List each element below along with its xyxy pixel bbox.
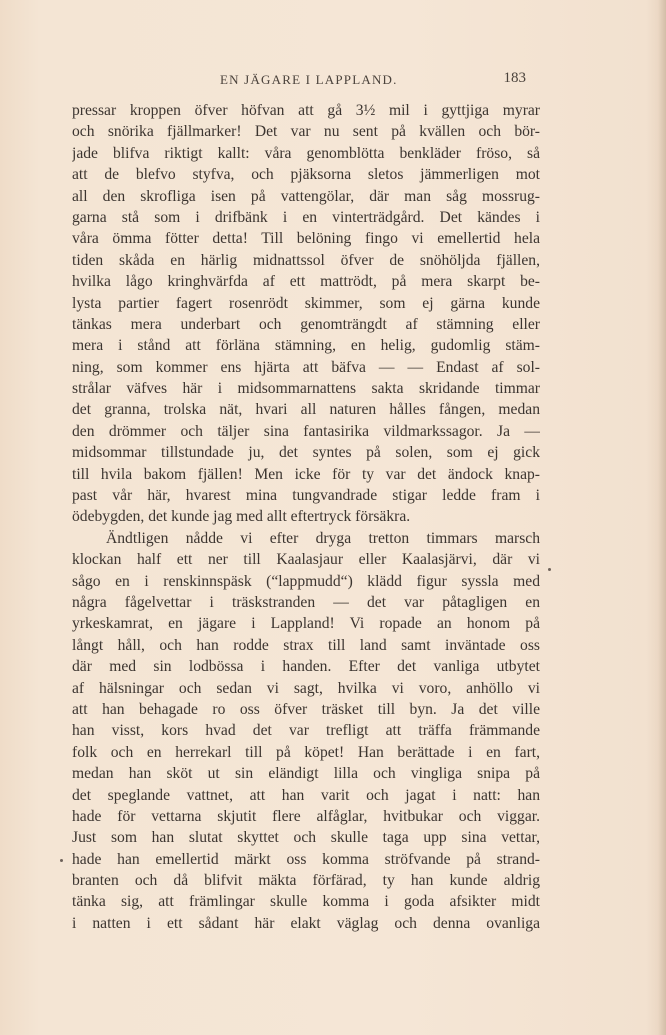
text-line: pressar kroppen öfver höfvan att gå 3½ mil i gyttjiga myrar: [72, 102, 540, 119]
text-line: medan han sköt ut sin eländigt lilla och vingliga snipa på: [72, 765, 540, 783]
text-line: klockan half ett ner till Kaalasjaur eller Kaalasjärvi, där vi: [72, 551, 540, 569]
text-line: sågo en i renskinnspäsk (“lappmudd“) klädd figur syssla med: [72, 572, 540, 590]
text-line: att de blefvo styfva, och pjäksorna sletos jämmerligen mot: [72, 166, 540, 184]
text-line: midsommar tillstundade ju, det syntes på solen, som ej gick: [72, 444, 540, 462]
text-line: ödebygden, det kunde jag med allt eftertryck försäkra.: [72, 508, 411, 526]
text-line: den drömmer och täljer sina fantasirika vildmarkssagor. Ja —: [72, 422, 540, 440]
text-line: att han behagade ro oss öfver träsket till byn. Ja det ville: [72, 700, 540, 718]
text-line: till hvila bakom fjällen! Men icke för ty var det ändock knap-: [72, 465, 540, 483]
text-line: lysta partier fagert rosenrödt skimmer, som ej gärna kunde: [72, 294, 540, 312]
text-line: hade för vettarna skjutit flere alfåglar, hvitbukar och viggar.: [72, 807, 540, 825]
text-line: tänkas mera underbart och genomträngdt af stämning eller: [72, 315, 540, 333]
text-line: ning, som kommer ens hjärta att bäfva — — Endast af sol-: [72, 358, 540, 376]
text-line: hvilka lågo kringhvärfda af ett mattrödt, på mera skarpt be-: [72, 273, 540, 291]
text-line: Ändtligen nådde vi efter dryga tretton timmars marsch: [106, 529, 540, 547]
text-line: våra ömma fötter detta! Till belöning fingo vi emellertid hela: [72, 230, 540, 248]
body-text: [72, 100, 540, 934]
margin-speck: [60, 859, 63, 862]
text-line: tiden skåda en härlig midnattssol öfver de snöhöljda fjällen,: [72, 251, 540, 269]
text-line: garna stå som i drifbänk i en vinterträdgård. Det kändes i: [72, 208, 540, 226]
text-line: Just som han slutat skyttet och skulle taga upp sina vettar,: [72, 829, 540, 847]
text-line: i natten i ett sådant här elakt väglag och denna ovanliga: [72, 914, 540, 932]
text-line: där med sin lodbössa i handen. Efter det vanliga utbytet: [72, 658, 540, 676]
text-line: det granna, trolska nät, hvari all naturen hålles fången, medan: [72, 401, 540, 419]
text-line: mera i stånd att förläna stämning, en helig, gudomlig stäm-: [72, 337, 540, 355]
text-line: past vår här, hvarest mina tungvandrade stigar ledde fram i: [72, 487, 540, 505]
text-line: jade blifva riktigt kallt: våra genomblötta benkläder fröso, så: [72, 144, 540, 162]
text-line: och snörika fjällmarker! Det var nu sent på kvällen och bör-: [72, 123, 540, 141]
text-line: det speglande vattnet, att han varit och jagat i natt: han: [72, 786, 540, 804]
page-number: 183: [503, 70, 526, 86]
text-line: tänka sig, att främlingar skulle komma i goda afsikter midt: [72, 893, 540, 911]
text-line: folk och en herrekarl till på köpet! Han berättade i en fart,: [72, 743, 540, 761]
text-line: branten och då blifvit mäkta förfärad, ty han kunde aldrig: [72, 872, 540, 890]
text-line: all den skrofliga isen på vattengölar, där man såg mossrug-: [72, 187, 540, 205]
text-line: yrkeskamrat, en jägare i Lappland! Vi ropade an honom på: [72, 615, 540, 633]
text-line: han visst, kors hvad det var trefligt att träffa främmande: [72, 722, 540, 740]
margin-speck: [548, 568, 551, 571]
text-line: af hälsningar och sedan vi sagt, hvilka vi voro, anhöllo vi: [72, 679, 540, 697]
text-line: några fågelvettar i träskstranden — det var påtagligen en: [72, 593, 540, 611]
running-title: EN JÄGARE I LAPPLAND.: [220, 72, 398, 87]
text-line: långt håll, och han rodde strax till land samt inväntade oss: [72, 636, 540, 654]
page-edge-shadow: [658, 0, 666, 1035]
text-line: strålar väfves här i midsommarnattens sakta skridande timmar: [72, 380, 540, 398]
text-line: hade han emellertid märkt oss komma ströfvande på strand-: [72, 850, 540, 868]
